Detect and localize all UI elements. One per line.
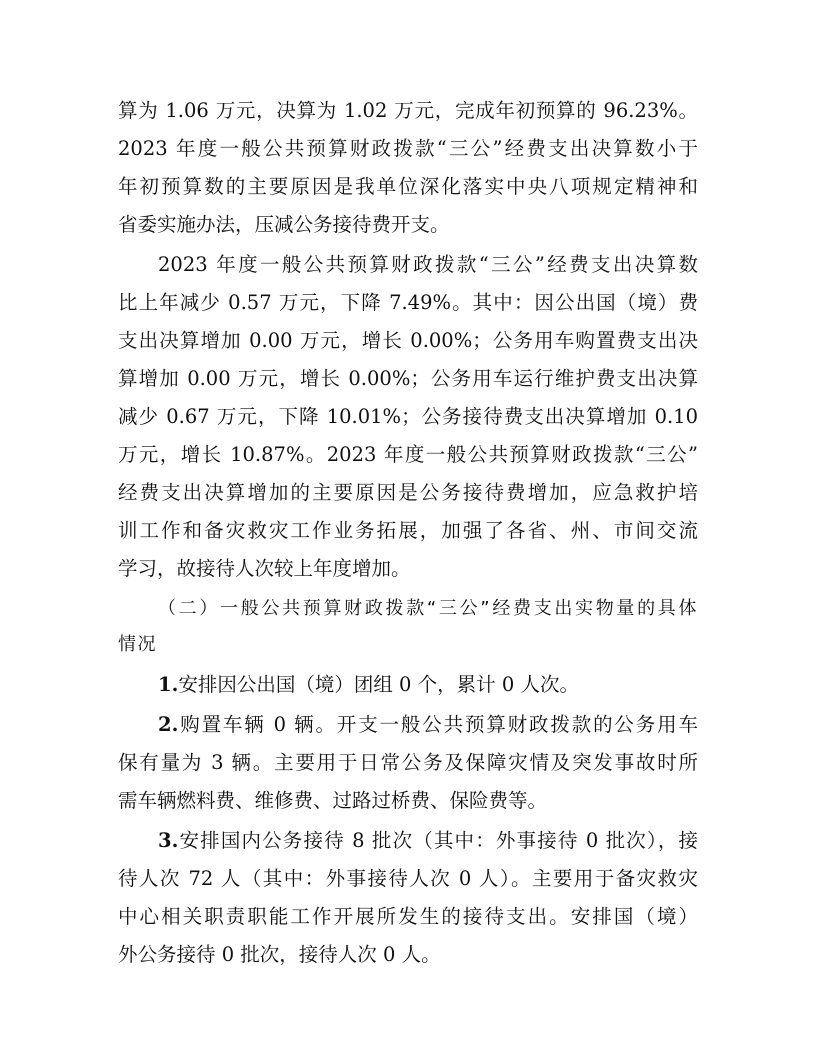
paragraph-line: 省委实施办法，压减公务接待费开支。 bbox=[118, 213, 450, 236]
list-item-text: 安排因公出国（境）团组 0 个，累计 0 人次。 bbox=[178, 673, 579, 696]
list-item-text: 购置车辆 0 辆。开支一般公共预算财政拨款的公务用车 bbox=[178, 713, 698, 736]
list-item-text: 安排国内公务接待 8 批次（其中：外事接待 0 批次），接 bbox=[178, 829, 698, 852]
paragraph-line: 年初预算数的主要原因是我单位深化落实中央八项规定精神和 bbox=[118, 175, 698, 198]
list-item bbox=[158, 710, 698, 740]
paragraph-line: 经费支出决算增加的主要原因是公务接待费增加，应急救护培 bbox=[118, 481, 698, 504]
paragraph-line: 支出决算增加 0.00 万元，增长 0.00%；公务用车购置费支出决 bbox=[118, 329, 698, 352]
paragraph-line: 训工作和备灾救灾工作业务拓展，加强了各省、州、市间交流 bbox=[118, 519, 698, 542]
paragraph-line: 学习，故接待人次较上年度增加。 bbox=[118, 557, 411, 580]
paragraph-line: 减少 0.67 万元，下降 10.01%；公务接待费支出决算增加 0.10 bbox=[118, 405, 698, 428]
list-item-number: 2. bbox=[158, 713, 179, 736]
paragraph-line: 比上年减少 0.57 万元，下降 7.49%。其中：因公出国（境）费 bbox=[118, 291, 698, 314]
paragraph-line: 2023 年度一般公共预算财政拨款“三公”经费支出决算数小于 bbox=[118, 137, 698, 160]
paragraph-line: 保有量为 3 辆。主要用于日常公务及保障灾情及突发事故时所 bbox=[118, 751, 698, 774]
list-item-number: 3. bbox=[158, 829, 179, 852]
paragraph-line: 万元，增长 10.87%。2023 年度一般公共预算财政拨款“三公” bbox=[118, 443, 698, 466]
paragraph-line: 中心相关职责职能工作开展所发生的接待支出。安排国（境） bbox=[118, 905, 698, 928]
list-item bbox=[158, 670, 579, 700]
paragraph-line: 2023 年度一般公共预算财政拨款“三公”经费支出决算数 bbox=[158, 253, 698, 276]
paragraph-line: 外公务接待 0 批次，接待人次 0 人。 bbox=[118, 943, 441, 966]
paragraph-line: 算增加 0.00 万元，增长 0.00%；公务用车运行维护费支出决算 bbox=[118, 367, 698, 390]
list-item bbox=[158, 826, 698, 856]
paragraph-line: 算为 1.06 万元，决算为 1.02 万元，完成年初预算的 96.23%。 bbox=[118, 99, 698, 122]
paragraph-line: 需车辆燃料费、维修费、过路过桥费、保险费等。 bbox=[118, 789, 548, 812]
list-item-number: 1. bbox=[158, 673, 179, 696]
paragraph-line: 待人次 72 人（其中：外事接待人次 0 人）。主要用于备灾救灾 bbox=[118, 867, 698, 890]
section-heading: 情况 bbox=[118, 634, 157, 655]
section-heading: （二）一般公共预算财政拨款“三公”经费支出实物量的具体 bbox=[158, 598, 698, 619]
